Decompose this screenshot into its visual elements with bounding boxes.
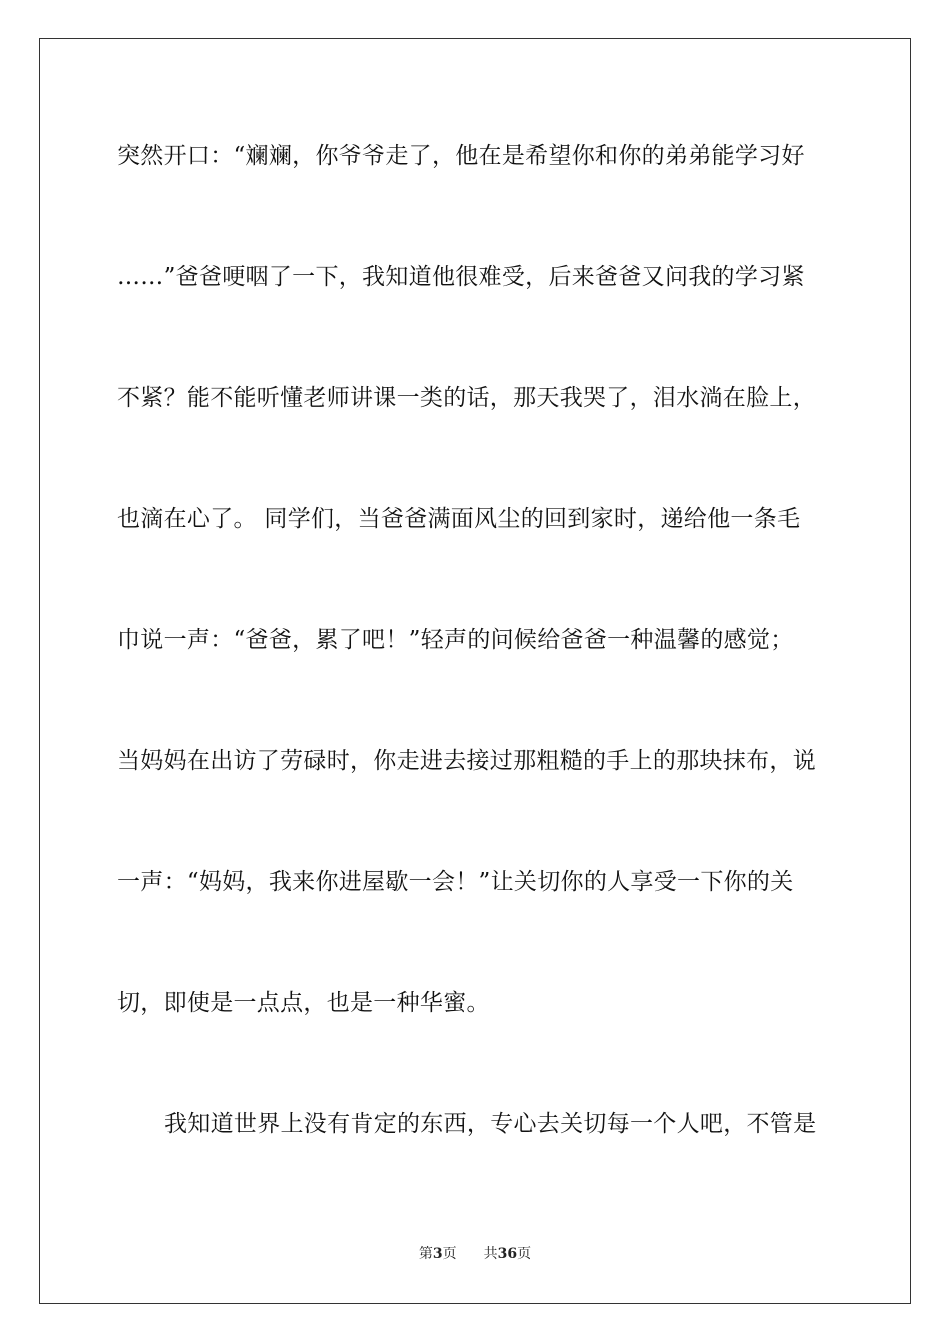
page-footer <box>0 1244 950 1264</box>
body-text-line-3: 不紧？能不能听懂老师讲课一类的话，那天我哭了，泪水淌在脸上， <box>117 385 816 411</box>
body-text-line-7: 一声：“妈妈，我来你进屋歇一会！”让关切你的人享受一下你的关 <box>117 869 794 895</box>
footer-total-suffix: 页 <box>517 1246 532 1262</box>
body-text-paragraph-start: 我知道世界上没有肯定的东西，专心去关切每一个人吧，不管是 <box>164 1111 817 1137</box>
footer-page-prefix: 第 <box>418 1246 433 1262</box>
body-text-line-2: ……”爸爸哽咽了一下，我知道他很难受，后来爸爸又问我的学习紧 <box>117 264 805 290</box>
footer-page-total: 36 <box>497 1246 518 1262</box>
footer-total-prefix: 共 <box>483 1246 498 1262</box>
body-text-line-8: 切，即使是一点点，也是一种华蜜。 <box>117 990 490 1016</box>
footer-page-suffix: 页 <box>442 1246 457 1262</box>
body-text-line-6: 当妈妈在出访了劳碌时，你走进去接过那粗糙的手上的那块抹布，说 <box>117 748 816 774</box>
body-text-line-1: 突然开口：“斓斓，你爷爷走了，他在是希望你和你的弟弟能学习好 <box>117 143 805 169</box>
body-text-line-4: 也滴在心了。 同学们，当爸爸满面风尘的回到家时，递给他一条毛 <box>117 506 801 532</box>
footer-page-current: 3 <box>432 1246 443 1262</box>
body-text-line-5: 巾说一声：“爸爸，累了吧！”轻声的问候给爸爸一种温馨的感觉； <box>117 627 794 653</box>
